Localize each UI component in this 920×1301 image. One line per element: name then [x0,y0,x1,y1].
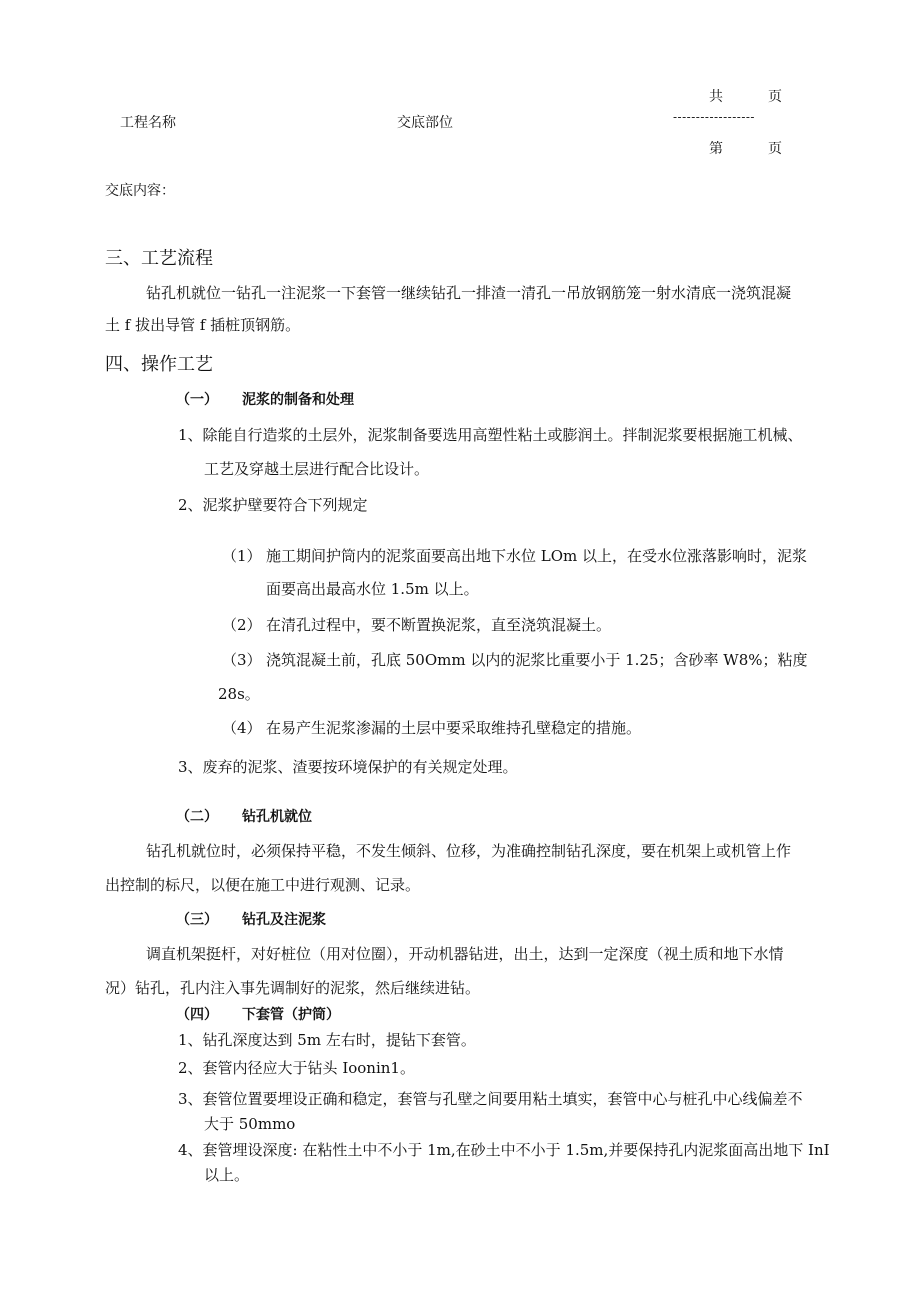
header-divider: ------------------ [673,110,755,124]
rule-number: （1） [222,547,262,565]
project-name-label: 工程名称 [120,115,176,131]
paragraph-line: 以上。 [204,1166,250,1184]
page-unit-label: 页 [768,89,782,105]
subsection-title: 钻孔机就位 [242,809,312,825]
paragraph-line: 28s。 [218,685,260,703]
paragraph-line: 1、钻孔深度达到 5m 左右时，提钻下套管。 [178,1031,476,1049]
subsection-title: 钻孔及注泥浆 [242,912,326,928]
subsection-number: （二） [176,809,218,825]
rule-number: （3） [222,651,262,669]
paragraph-line: 出控制的标尺，以便在施工中进行观测、记录。 [105,876,421,894]
paragraph-line: 1、除能自行造浆的土层外，泥浆制备要选用高塑性粘土或膨润土。拌制泥浆要根据施工机械、 [178,426,803,444]
process-line-1: 钻孔机就位一钻孔一注泥浆一下套管一继续钻孔一排渣一清孔一吊放钢筋笼一射水清底一浇筑混凝 [146,284,792,302]
paragraph-line: 浇筑混凝土前，孔底 50Omm 以内的泥浆比重要小于 1.25；含砂率 W8%；粘度 [266,651,808,669]
paragraph-line: 调直机架挺杆，对好桩位（用对位圈），开动机器钻进，出土，达到一定深度（视土质和地下水情 [146,945,784,963]
subsection-number: （一） [176,392,218,408]
paragraph-line: 3、套管位置要埋设正确和稳定，套管与孔壁之间要用粘土填实，套管中心与桩孔中心线偏差不 [178,1090,803,1108]
rule-number: （4） [222,719,262,737]
page-unit-label-2: 页 [768,141,782,157]
paragraph-line: 在清孔过程中，要不断置换泥浆，直至浇筑混凝土。 [266,616,612,634]
paragraph-line: 4、套管埋设深度: 在粘性土中不小于 1m,在砂土中不小于 1.5m,并要保持孔内泥浆面高出地下 InI [178,1141,830,1159]
paragraph-line: 3、废弃的泥浆、渣要按环境保护的有关规定处理。 [178,758,518,776]
subsection-title: 泥浆的制备和处理 [242,392,354,408]
page-number-label: 第 [709,141,723,157]
total-pages-label: 共 [709,89,723,105]
rule-number: （2） [222,616,262,634]
paragraph-line: 2、泥浆护壁要符合下列规定 [178,496,368,514]
subsection-number: （三） [176,912,218,928]
location-label: 交底部位 [397,115,453,131]
subsection-number: （四） [176,1007,218,1023]
paragraph-line: 面要高出最高水位 1.5m 以上。 [266,580,479,598]
paragraph-line: 在易产生泥浆渗漏的土层中要采取维持孔壁稳定的措施。 [266,719,642,737]
process-line-2: 土 f 拔出导管 f 插桩顶钢筋。 [105,316,301,334]
paragraph-line: 况）钻孔，孔内注入事先调制好的泥浆，然后继续进钻。 [105,979,481,997]
content-label: 交底内容： [105,183,175,199]
paragraph-line: 施工期间护筒内的泥浆面要高出地下水位 LOm 以上，在受水位涨落影响时，泥浆 [266,547,808,565]
section-heading-process: 三、工艺流程 [105,248,213,269]
paragraph-line: 工艺及穿越土层进行配合比设计。 [204,460,430,478]
section-heading-operation: 四、操作工艺 [105,354,213,375]
subsection-title: 下套管（护筒） [242,1007,340,1023]
paragraph-line: 大于 50mmo [204,1115,296,1133]
paragraph-line: 钻孔机就位时，必须保持平稳，不发生倾斜、位移，为准确控制钻孔深度，要在机架上或机管上作 [146,842,792,860]
paragraph-line: 2、套管内径应大于钻头 Ioonin1。 [178,1059,415,1077]
